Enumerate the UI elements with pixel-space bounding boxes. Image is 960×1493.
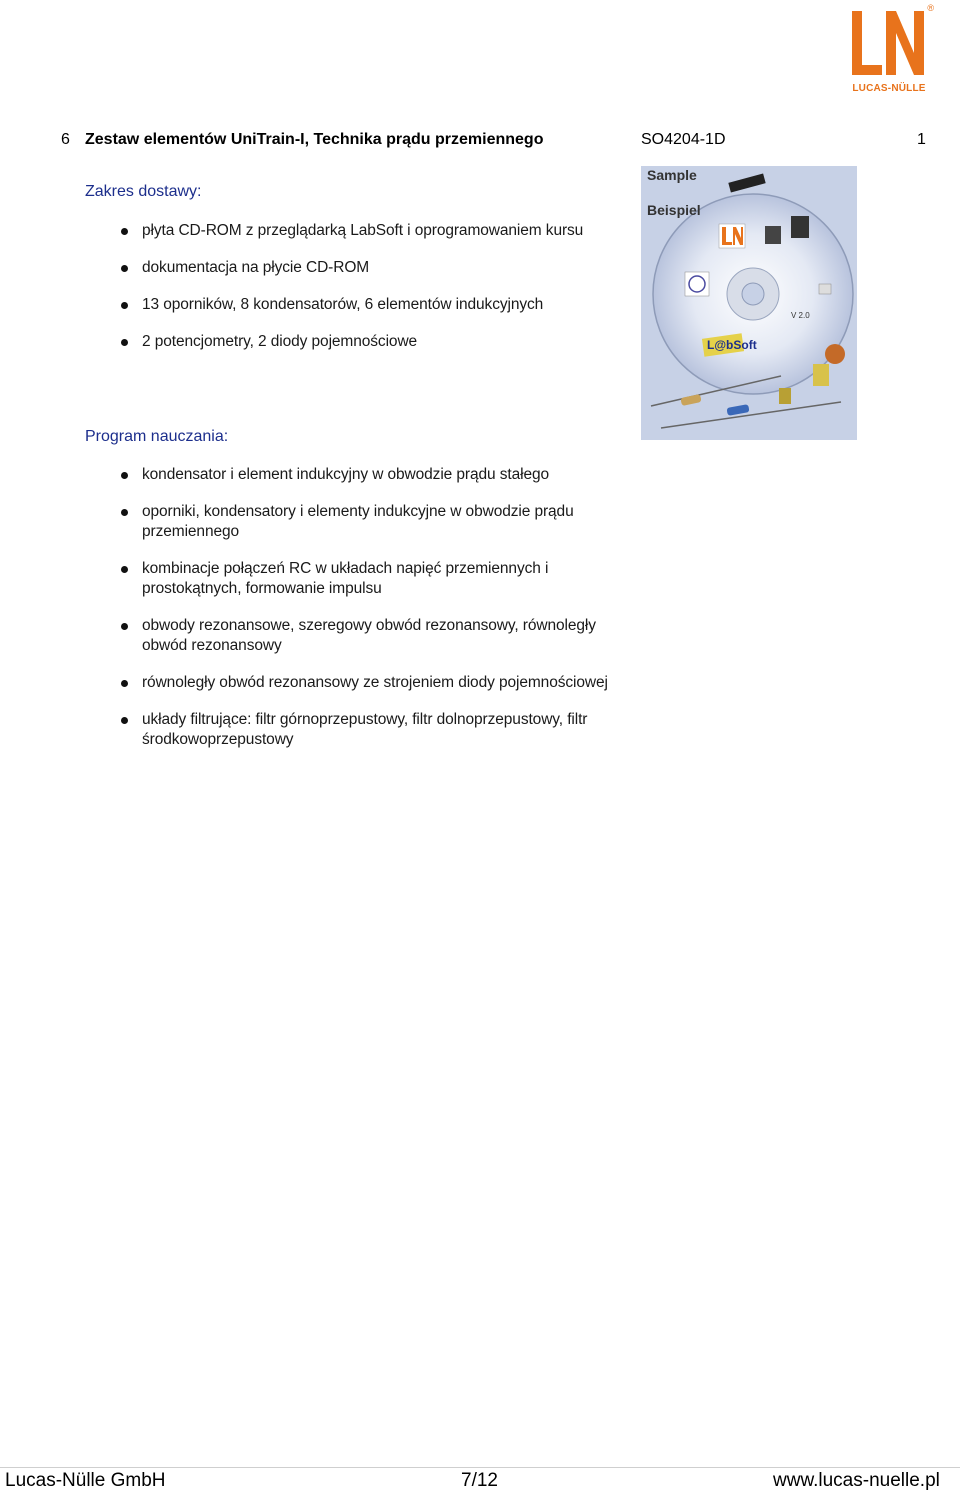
- lucas-nuelle-logo: [848, 5, 938, 95]
- list-item: układy filtrujące: filtr górnoprzepustowy, filtr dolnoprzepustowy, filtr środkowoprzepustowy: [120, 710, 630, 750]
- cd-version-text: V 2.0: [791, 311, 810, 320]
- ln-logo-icon: [848, 5, 930, 81]
- registered-mark: ®: [927, 3, 934, 13]
- beispiel-watermark: Beispiel: [647, 202, 701, 218]
- product-title: Zestaw elementów UniTrain-I, Technika prądu przemiennego: [85, 131, 544, 148]
- product-quantity: 1: [917, 131, 926, 148]
- product-code: SO4204-1D: [641, 131, 726, 148]
- delivery-title: Zakres dostawy:: [85, 183, 202, 200]
- footer-company: Lucas-Nülle GmbH: [5, 1470, 166, 1491]
- list-item: 13 oporników, 8 kondensatorów, 6 elementów indukcyjnych: [120, 295, 630, 315]
- curriculum-list: [120, 465, 630, 767]
- footer-page-number: 7/12: [461, 1470, 498, 1491]
- list-item: kondensator i element indukcyjny w obwodzie prądu stałego: [120, 465, 630, 485]
- list-item: dokumentacja na płycie CD-ROM: [120, 258, 630, 278]
- product-photo: [641, 166, 857, 440]
- delivery-list: [120, 221, 630, 369]
- item-number: 6: [61, 131, 70, 148]
- list-item: kombinacje połączeń RC w układach napięć przemiennych i prostokątnych, formowanie impulsu: [120, 559, 630, 599]
- list-item: oporniki, kondensatory i elementy indukcyjne w obwodzie prądu przemiennego: [120, 502, 630, 542]
- logo-wordmark: LUCAS-NÜLLE: [852, 83, 926, 94]
- curriculum-title: Program nauczania:: [85, 428, 229, 445]
- sample-watermark: Sample: [647, 167, 697, 183]
- list-item: 2 potencjometry, 2 diody pojemnościowe: [120, 332, 630, 352]
- footer-url-link[interactable]: www.lucas-nuelle.pl: [773, 1470, 940, 1491]
- cd-components-illustration: [641, 166, 857, 440]
- list-item: płyta CD-ROM z przeglądarką LabSoft i oprogramowaniem kursu: [120, 221, 630, 241]
- list-item: równoległy obwód rezonansowy ze strojeniem diody pojemnościowej: [120, 673, 630, 693]
- cd-label-text: L@bSoft: [707, 338, 757, 352]
- footer-divider: [0, 1467, 960, 1468]
- list-item: obwody rezonansowe, szeregowy obwód rezonansowy, równoległy obwód rezonansowy: [120, 616, 630, 656]
